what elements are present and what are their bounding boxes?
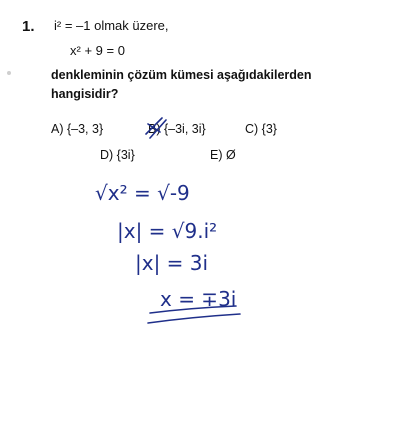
question-given: i² = –1 olmak üzere, [54,18,169,33]
option-b[interactable]: B) {–3i, 3i} [148,122,206,136]
option-a[interactable]: A) {–3, 3} [51,122,104,136]
question-equation: x² + 9 = 0 [70,43,125,58]
handwritten-line-2: |x| = √9.i² [117,219,218,243]
margin-dot [7,71,11,75]
question-number: 1. [22,18,35,35]
answer-underline-1 [150,306,236,313]
handwritten-line-4: x = ∓3i [160,287,237,311]
question-prompt: denkleminin çözüm kümesi aşağıdakilerden hangisidir? [51,68,312,101]
option-d[interactable]: D) {3i} [100,148,135,162]
option-e[interactable]: E) Ø [210,148,236,162]
option-c[interactable]: C) {3} [245,122,277,136]
answer-underline-2 [148,314,240,323]
handwritten-line-3: |x| = 3i [135,251,209,275]
handwritten-line-1: √x² = √-9 [95,181,190,205]
